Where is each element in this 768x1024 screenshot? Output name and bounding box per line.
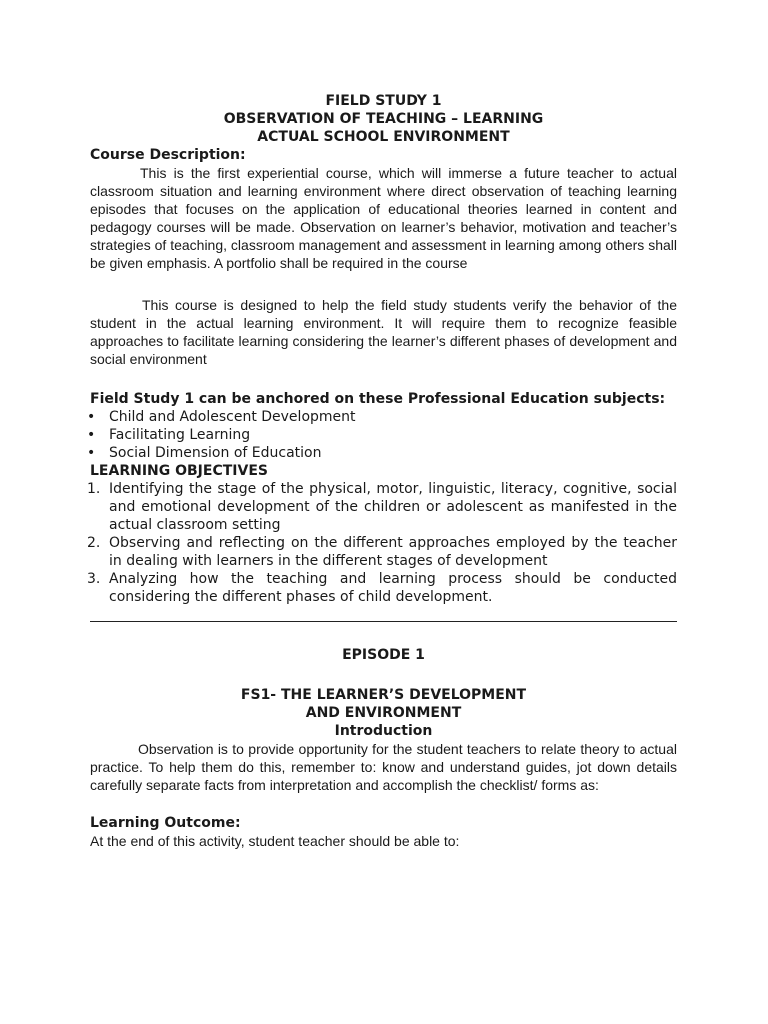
- list-item-number: 2.: [87, 535, 101, 551]
- list-item: • Facilitating Learning: [90, 426, 677, 444]
- learning-objectives-list: [87, 480, 677, 606]
- episode-title-line1: FS1- THE LEARNER’S DEVELOPMENT: [240, 687, 527, 703]
- doc-title-line2: OBSERVATION OF TEACHING – LEARNING: [223, 111, 544, 127]
- episode-label: EPISODE 1: [342, 647, 425, 663]
- anchored-subjects-heading: Field Study 1 can be anchored on these Professional Education subjects:: [90, 391, 666, 407]
- course-description-heading: Course Description:: [90, 147, 246, 163]
- list-item: • Child and Adolescent Development: [90, 408, 677, 426]
- doc-title-line1: FIELD STUDY 1: [325, 93, 442, 109]
- list-item-text: Analyzing how the teaching and learning process should be conducted considering the different phases of child development.: [109, 571, 677, 605]
- list-item: [87, 534, 677, 570]
- introduction-heading: Introduction: [334, 723, 433, 739]
- anchored-subjects-list: [90, 408, 677, 462]
- learning-outcome-text: At the end of this activity, student teacher should be able to:: [90, 833, 460, 849]
- episode-title-line2: AND ENVIRONMENT: [305, 705, 462, 721]
- list-item-text: Observing and reflecting on the different approaches employed by the teacher in dealing with learners in the different stages of development: [109, 535, 677, 569]
- course-description-para2: This course is designed to help the field study students verify the behavior of the student in the actual learning environment. It will require them to recognize feasible approaches to facilitate learning considering the learner’s different phases of development and social environment: [90, 297, 677, 367]
- learning-outcome-heading: Learning Outcome:: [90, 815, 241, 831]
- introduction-text: Observation is to provide opportunity for the student teachers to relate theory to actual practice. To help them do this, remember to: know and understand guides, jot down details carefully separate facts from interpretation and accomplish the checklist/ forms as:: [90, 741, 677, 793]
- list-item-number: 3.: [87, 571, 101, 587]
- document-page: [87, 92, 677, 850]
- list-item: • Social Dimension of Education: [90, 444, 677, 462]
- learning-objectives-heading: LEARNING OBJECTIVES: [90, 463, 268, 479]
- course-description-para1: This is the first experiential course, which will immerse a future teacher to actual classroom situation and learning environment where direct observation of teaching learning episodes that focuses on the application of educational theories learned in content and pedagogy courses will be made. Observation on learner’s behavior, motivation and teacher’s strategies of teaching, classroom management and assessment in learning among others shall be given emphasis. A portfolio shall be required in the course: [90, 165, 677, 271]
- list-item-text: Identifying the stage of the physical, motor, linguistic, literacy, cognitive, social and emotional development of the children or adolescent as manifested in the actual classroom setting: [109, 481, 677, 533]
- doc-title-line3: ACTUAL SCHOOL ENVIRONMENT: [257, 129, 510, 145]
- list-item-number: 1.: [87, 481, 101, 497]
- list-item: [87, 480, 677, 534]
- list-item: [87, 570, 677, 606]
